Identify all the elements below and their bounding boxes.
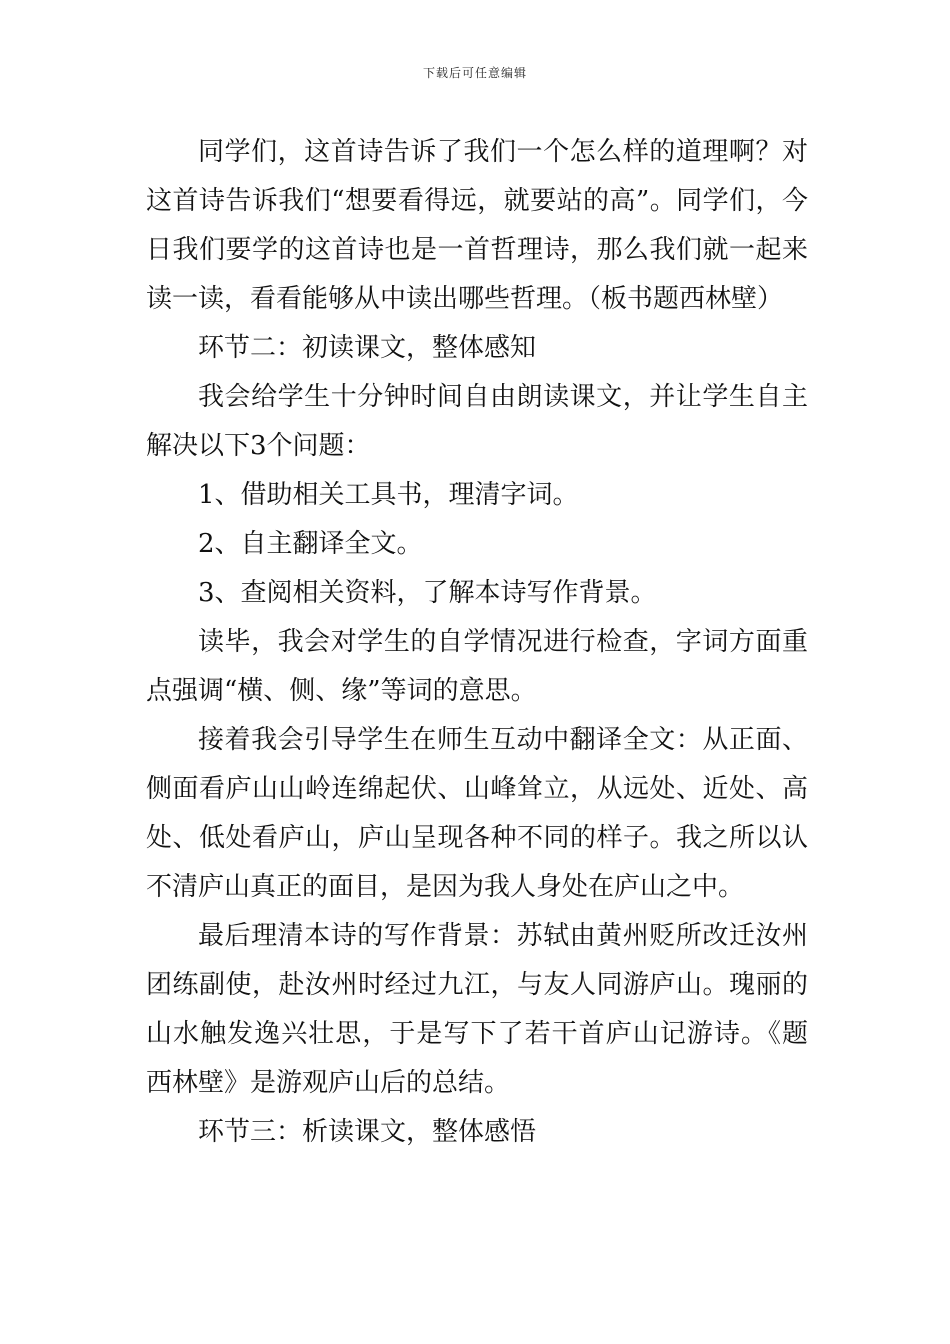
paragraph-intro: 同学们，这首诗告诉了我们一个怎么样的道理啊？对这首诗告诉我们“想要看得远，就要站的高”。同学们，今日我们要学的这首诗也是一首哲理诗，那么我们就一起来读一读，看看能够从中读出哪些哲理。（板书题西林壁） [146, 137, 808, 314]
list-item-3: 3、查阅相关资料，了解本诗写作背景。 [198, 578, 657, 608]
paragraph-task-intro: 我会给学生十分钟时间自由朗读课文，并让学生自主解决以下3个问题： [146, 382, 808, 461]
document-body [146, 128, 808, 1157]
header-note: 下载后可任意编辑 [422, 66, 527, 80]
section-heading-3: 环节三：析读课文，整体感悟 [198, 1117, 537, 1147]
list-item-1: 1、借助相关工具书，理清字词。 [198, 480, 579, 510]
paragraph-background: 最后理清本诗的写作背景：苏轼由黄州贬所改迁汝州团练副使，赴汝州时经过九江，与友人同游庐山。瑰丽的山水触发逸兴壮思，于是写下了若干首庐山记游诗。《题西林壁》是游观庐山后的总结。 [146, 921, 808, 1098]
section-heading-2: 环节二：初读课文，整体感知 [198, 333, 537, 363]
paragraph-check: 读毕，我会对学生的自学情况进行检查，字词方面重点强调“横、侧、缘”等词的意思。 [146, 627, 808, 706]
paragraph-translation: 接着我会引导学生在师生互动中翻译全文：从正面、侧面看庐山山岭连绵起伏、山峰耸立，从远处、近处、高处、低处看庐山，庐山呈现各种不同的样子。我之所以认不清庐山真正的面目，是因为我人身处在庐山之中。 [146, 725, 808, 902]
list-item-2: 2、自主翻译全文。 [198, 529, 423, 559]
